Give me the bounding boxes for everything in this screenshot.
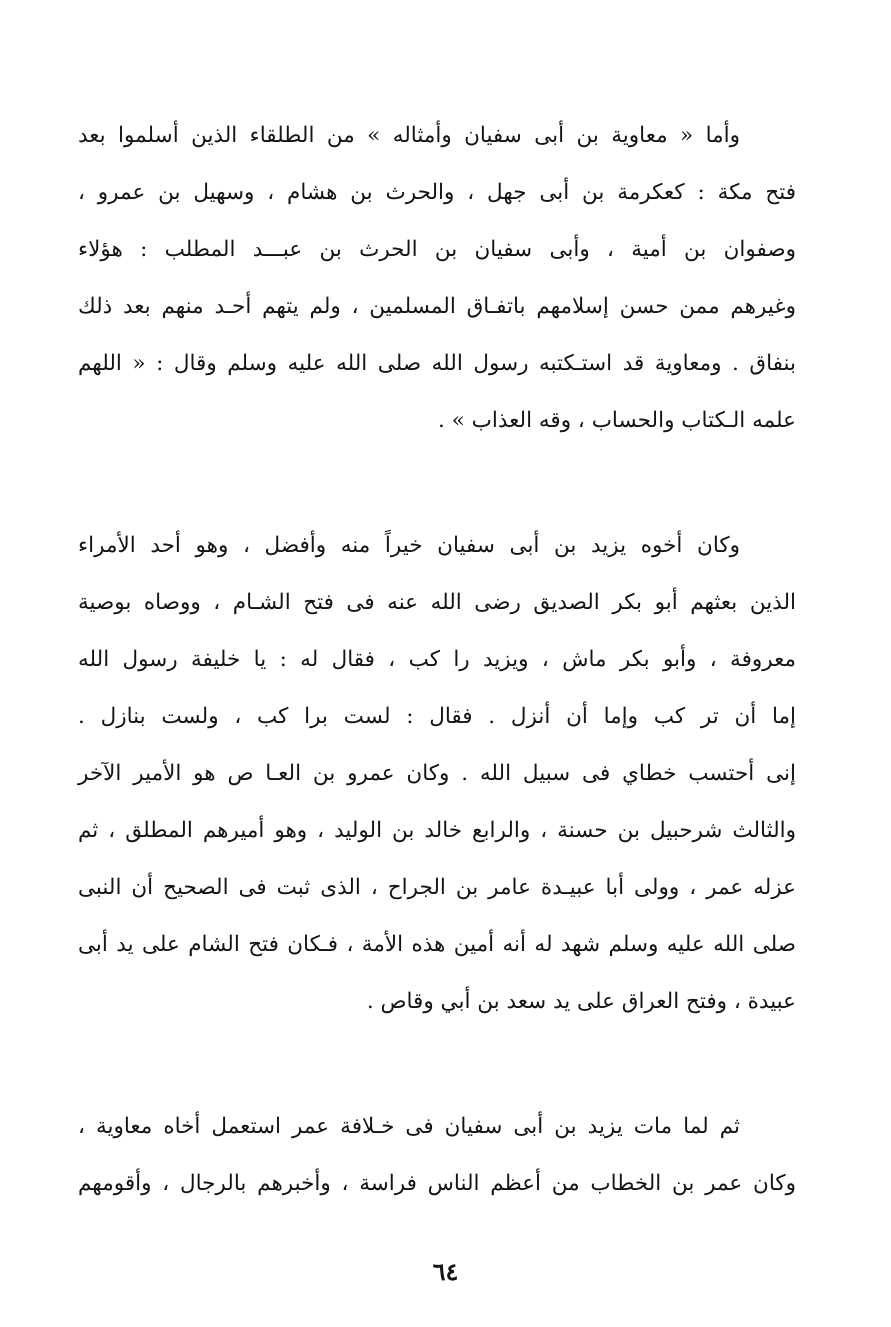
text-line: وكان أخوه يزيد بن أبى سفيان خيراً منه وأفضل ، وهو أحد الأمراء bbox=[78, 533, 740, 558]
text-line: علمه الـكتاب والحساب ، وقه العذاب » . bbox=[438, 408, 796, 433]
text-line: وصفوان بن أمية ، وأبى سفيان بن الحرث بن عبـــد المطلب : هؤلاء bbox=[78, 237, 796, 262]
text-line: إما أن تر كب وإما أن أنزل . فقال : لست برا كب ، ولست بنازل . bbox=[78, 704, 796, 729]
paragraph-muawiya bbox=[78, 107, 796, 449]
text-line: فتح مكة : كعكرمة بن أبى جهل ، والحرث بن هشام ، وسهيل بن عمرو ، bbox=[78, 180, 796, 205]
text-line: معروفة ، وأبو بكر ماش ، ويزيد را كب ، فقال له : يا خليفة رسول الله bbox=[78, 647, 796, 672]
text-line: عزله عمر ، وولى أبا عبيـدة عامر بن الجراح ، الذى ثبت فى الصحيح أن النبى bbox=[78, 875, 796, 900]
text-line: صلى الله عليه وسلم شهد له أنه أمين هذه الأمة ، فـكان فتح الشام على يد أبى bbox=[78, 932, 796, 957]
text-line: الذين بعثهم أبو بكر الصديق رضى الله عنه فى فتح الشـام ، ووصاه بوصية bbox=[78, 590, 796, 615]
paragraph-umar bbox=[78, 1098, 796, 1212]
paragraph-yazid bbox=[78, 517, 796, 1030]
page-number: ٦٤ bbox=[432, 1257, 459, 1286]
text-line: وغيرهم ممن حسن إسلامهم باتفـاق المسلمين ، ولم يتهم أحـد منهم بعد ذلك bbox=[78, 294, 796, 319]
text-line: إنى أحتسب خطاي فى سبيل الله . وكان عمرو بن العـا ص هو الأمير الآخر bbox=[78, 761, 796, 786]
text-line: وأما « معاوية بن أبى سفيان وأمثاله » من الطلقاء الذين أسلموا بعد bbox=[78, 123, 740, 148]
text-line: وكان عمر بن الخطاب من أعظم الناس فراسة ، وأخبرهم بالرجال ، وأقومهم bbox=[78, 1171, 796, 1196]
text-line: والثالث شرحبيل بن حسنة ، والرابع خالد بن الوليد ، وهو أميرهم المطلق ، ثم bbox=[78, 818, 796, 843]
text-line: عبيدة ، وفتح العراق على يد سعد بن أبي وقاص . bbox=[366, 989, 796, 1014]
text-line: بنفاق . ومعاوية قد استـكتبه رسول الله صلى الله عليه وسلم وقال : « اللهم bbox=[78, 351, 796, 376]
text-line: ثم لما مات يزيد بن أبى سفيان فى خـلافة عمر استعمل أخاه معاوية ، bbox=[78, 1114, 740, 1139]
